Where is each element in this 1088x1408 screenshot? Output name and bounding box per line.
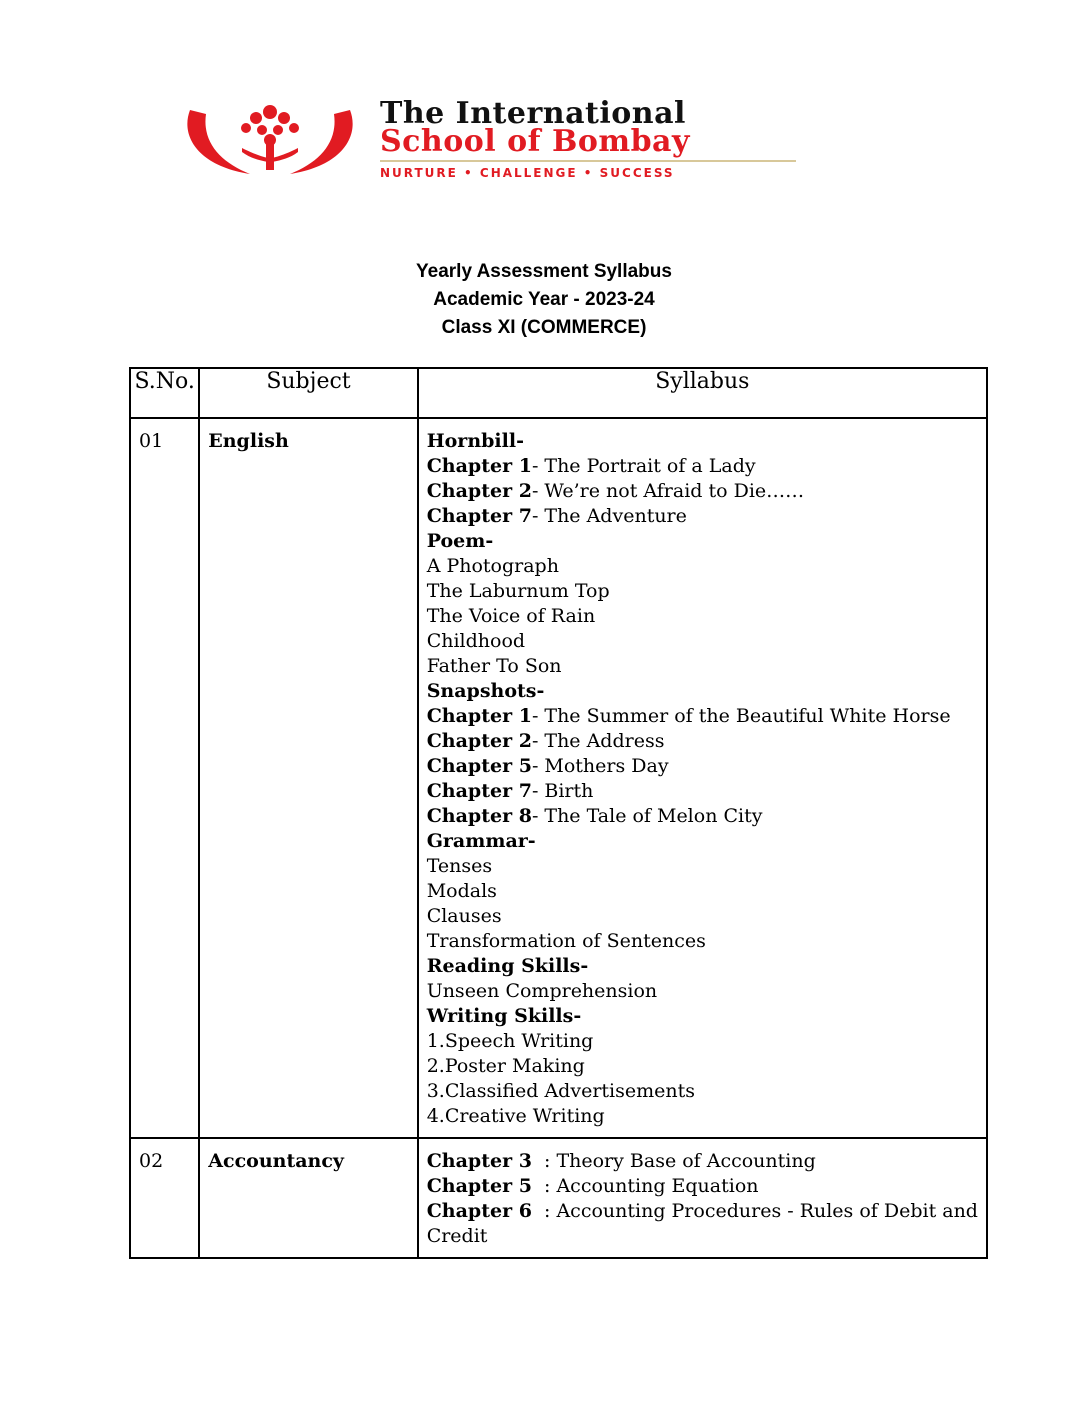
syllabus-line-text: - The Address (531, 730, 665, 752)
table-row (130, 1138, 987, 1258)
syllabus-table (129, 367, 988, 1259)
syllabus-line-text: - The Portrait of a Lady (531, 455, 756, 477)
document-title: Yearly Assessment Syllabus (416, 261, 672, 282)
syllabus-line (427, 854, 978, 879)
syllabus-line (427, 754, 978, 779)
syllabus-line-text: 2.Poster Making (426, 1055, 585, 1077)
syllabus-line-text: : Theory Base of Accounting (531, 1150, 816, 1172)
table-row (130, 418, 987, 1138)
syllabus-line-text: Unseen Comprehension (426, 980, 658, 1002)
syllabus-line (427, 579, 978, 604)
syllabus-line-heading: Chapter 3 (426, 1150, 532, 1172)
table-body (130, 418, 987, 1258)
syllabus-line-text: The Voice of Rain (426, 605, 596, 627)
syllabus-line-heading: Snapshots- (426, 680, 545, 702)
school-tagline: NURTURE • CHALLENGE • SUCCESS (380, 166, 675, 180)
syllabus-line (427, 1149, 978, 1174)
school-name-line2: School of Bombay (380, 124, 690, 159)
syllabus-line-heading: Writing Skills- (426, 1005, 582, 1027)
syllabus-line-text: 3.Classified Advertisements (426, 1080, 695, 1102)
syllabus-line (427, 629, 978, 654)
syllabus-line-text: - The Adventure (531, 505, 687, 527)
syllabus-line (427, 1029, 978, 1054)
syllabus-line (427, 604, 978, 629)
syllabus-line (427, 1004, 978, 1029)
syllabus-line-heading: Chapter 6 (426, 1200, 532, 1222)
syllabus-line-heading: Chapter 5 (426, 1175, 532, 1197)
syllabus-line-text: Father To Son (426, 655, 562, 677)
row-syllabus (418, 1138, 987, 1258)
syllabus-line (427, 929, 978, 954)
logo-divider (380, 160, 796, 162)
syllabus-line (427, 804, 978, 829)
syllabus-line-text: Transformation of Sentences (426, 930, 706, 952)
row-subject: English (199, 418, 417, 1138)
row-syllabus (418, 418, 987, 1138)
syllabus-line-text: A Photograph (426, 555, 559, 577)
syllabus-line (427, 504, 978, 529)
syllabus-line (427, 779, 978, 804)
syllabus-line-text: Childhood (426, 630, 526, 652)
syllabus-line-heading: Chapter 8 (426, 805, 532, 827)
syllabus-line-text: The Laburnum Top (426, 580, 610, 602)
syllabus-line-heading: Chapter 7 (426, 780, 532, 802)
column-header-sno: S.No. (130, 368, 199, 418)
syllabus-line-text: - Mothers Day (531, 755, 669, 777)
row-sno: 01 (130, 418, 199, 1138)
syllabus-line-heading: Chapter 5 (426, 755, 532, 777)
syllabus-line-heading: Chapter 7 (426, 505, 532, 527)
syllabus-line-text: Tenses (426, 855, 493, 877)
syllabus-line (427, 1174, 978, 1199)
syllabus-line (427, 979, 978, 1004)
table-header-row (130, 368, 987, 418)
row-sno: 02 (130, 1138, 199, 1258)
class-name: Class XI (COMMERCE) (441, 317, 647, 338)
syllabus-line-text: 1.Speech Writing (426, 1030, 594, 1052)
syllabus-line-heading: Chapter 2 (426, 480, 532, 502)
syllabus-line-text: - The Summer of the Beautiful White Horse (531, 705, 951, 727)
syllabus-line-text: 4.Creative Writing (426, 1105, 605, 1127)
school-logo (180, 96, 800, 186)
syllabus-line-heading: Grammar- (426, 830, 536, 852)
syllabus-line (427, 454, 978, 479)
syllabus-line-text: - The Tale of Melon City (531, 805, 763, 827)
syllabus-line-heading: Hornbill- (426, 430, 524, 452)
syllabus-line-text: Modals (426, 880, 497, 902)
syllabus-line-heading: Chapter 1 (426, 455, 532, 477)
syllabus-line (427, 1199, 978, 1224)
syllabus-line (427, 1104, 978, 1129)
syllabus-line-text: : Accounting Procedures - Rules of Debit and (531, 1200, 978, 1222)
syllabus-line-heading: Chapter 1 (426, 705, 532, 727)
syllabus-line (427, 429, 978, 454)
syllabus-line (427, 729, 978, 754)
school-emblem-icon (180, 96, 360, 180)
syllabus-line-text: : Accounting Equation (531, 1175, 759, 1197)
syllabus-line (427, 904, 978, 929)
document-header (0, 258, 1088, 342)
syllabus-line (427, 1079, 978, 1104)
syllabus-line (427, 679, 978, 704)
syllabus-line (427, 829, 978, 854)
syllabus-line (427, 554, 978, 579)
syllabus-line-text: Clauses (426, 905, 502, 927)
school-name-line1: The International (380, 96, 686, 131)
row-subject: Accountancy (199, 1138, 417, 1258)
syllabus-line-text: Credit (426, 1225, 488, 1247)
academic-year: Academic Year - 2023-24 (433, 289, 655, 310)
syllabus-line (427, 654, 978, 679)
syllabus-line (427, 879, 978, 904)
syllabus-line (427, 954, 978, 979)
syllabus-line (427, 1224, 978, 1249)
syllabus-line (427, 1054, 978, 1079)
syllabus-line-heading: Poem- (426, 530, 494, 552)
syllabus-line (427, 529, 978, 554)
syllabus-line (427, 479, 978, 504)
column-header-subject: Subject (199, 368, 417, 418)
syllabus-line-heading: Reading Skills- (426, 955, 589, 977)
syllabus-line-heading: Chapter 2 (426, 730, 532, 752)
syllabus-line-text: - We’re not Afraid to Die…… (531, 480, 805, 502)
syllabus-line-text: - Birth (531, 780, 594, 802)
syllabus-line (427, 704, 978, 729)
column-header-syllabus: Syllabus (418, 368, 987, 418)
